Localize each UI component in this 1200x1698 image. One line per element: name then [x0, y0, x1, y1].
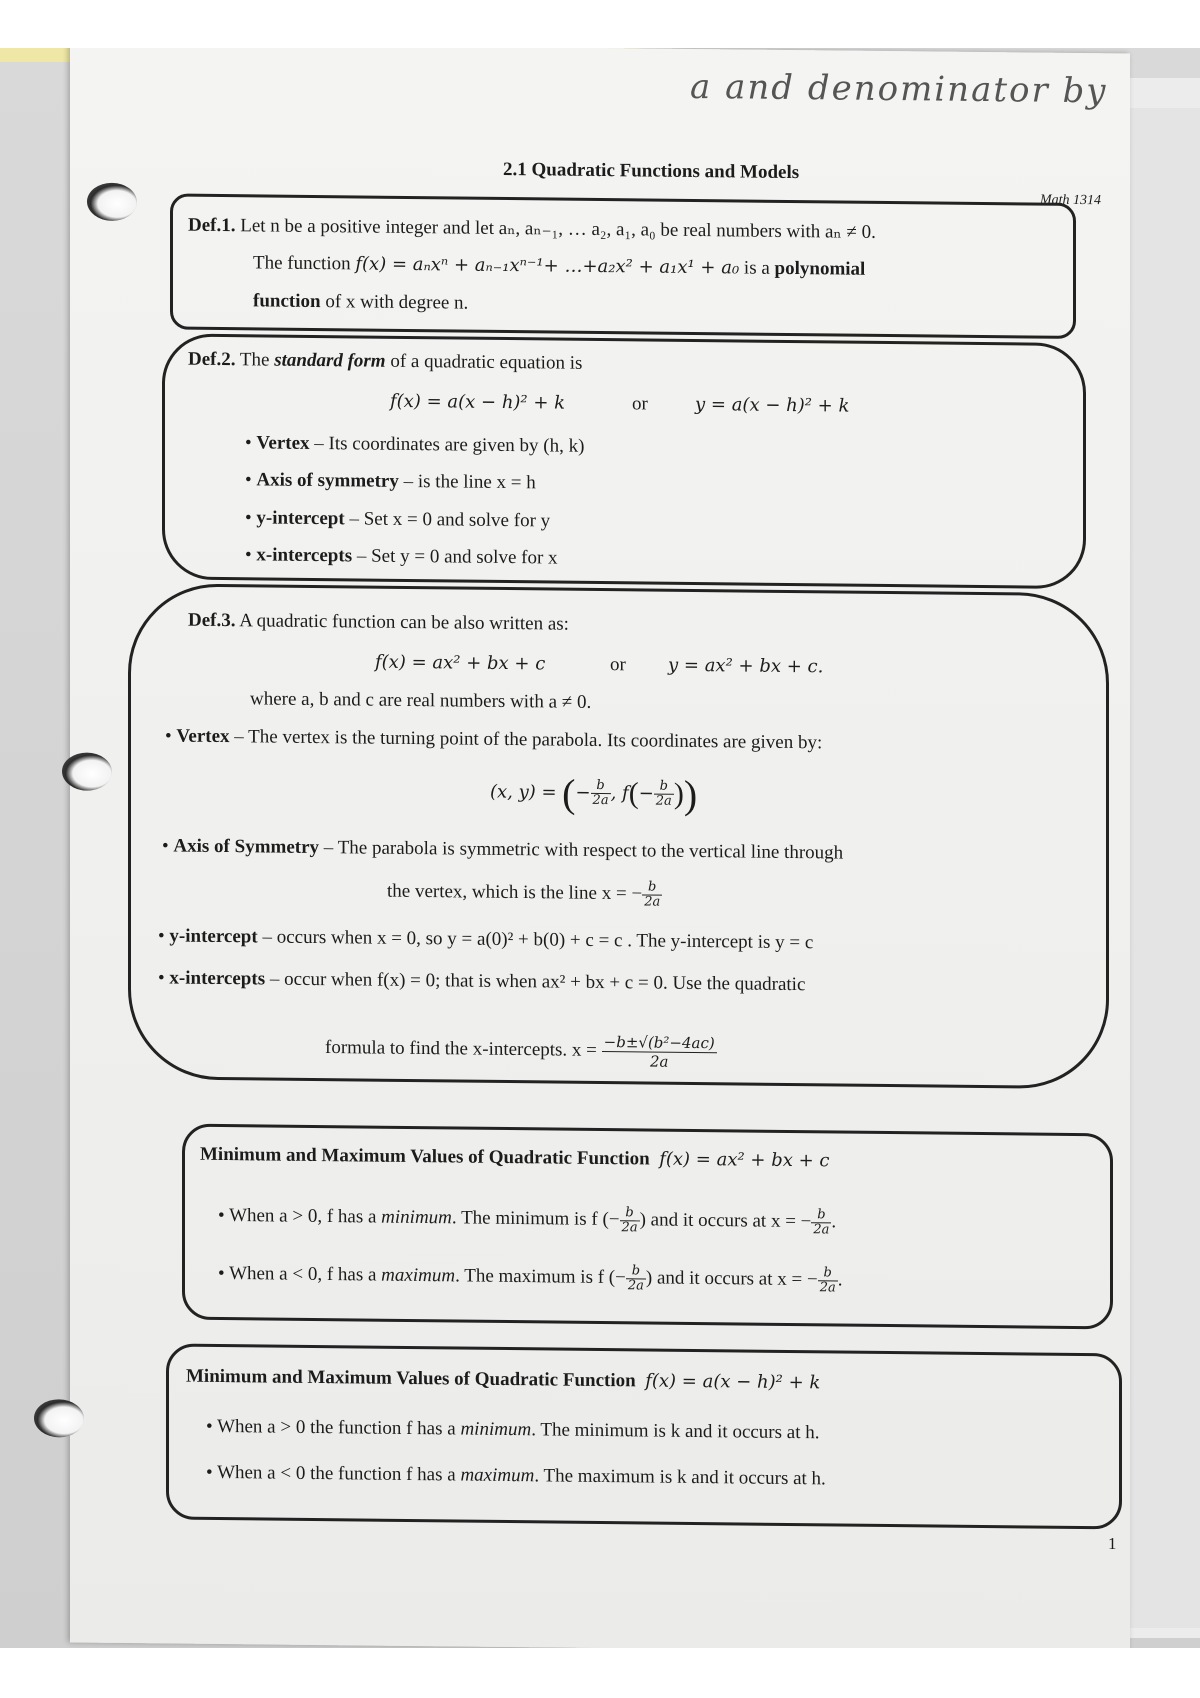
- bullet-term: y-intercept: [256, 507, 345, 530]
- course-label: Math 1314: [1040, 192, 1102, 209]
- definition-text: of a quadratic equation is: [390, 350, 583, 374]
- vertex-formula-lhs: (x, y) =: [490, 781, 557, 804]
- definition-label: Def.2.: [188, 348, 236, 371]
- or-label: or: [632, 393, 648, 415]
- bullet-term: Axis of Symmetry: [173, 835, 320, 859]
- bullet-term: x-intercepts: [256, 544, 353, 567]
- bullet-text: – The parabola is symmetric with respect to the vertical line through: [319, 837, 844, 864]
- bullet-text: – Set y = 0 and solve for x: [352, 545, 558, 569]
- fraction: $\frac{b}{2a}$: [655, 778, 672, 809]
- photo-background: [0, 48, 1200, 1648]
- definition-label: Def.1.: [188, 214, 236, 237]
- section-heading: Minimum and Maximum Values of Quadratic Function: [200, 1143, 650, 1170]
- definition-text: A quadratic function can be also written as:: [239, 610, 569, 635]
- standard-form-formula: f(x) = ax² + bx + c: [375, 651, 546, 675]
- polynomial-formula: f(x) = aₙxⁿ + aₙ₋₁xⁿ⁻¹+ …+a₂x² + a₁x¹ + a₀: [355, 253, 740, 279]
- bullet-term: Vertex: [256, 432, 310, 454]
- quadratic-formula-line: [325, 1030, 717, 1071]
- bullet-term: x-intercepts: [169, 967, 266, 990]
- fraction: $\frac{b}{2a}$: [819, 1265, 836, 1296]
- bullet-text: – Its coordinates are given by (h, k): [309, 432, 585, 457]
- list-item: • Vertex – The vertex is the turning point of the parabola. Its coordinates are given by:: [165, 725, 823, 754]
- definition-2-intro: [188, 349, 582, 375]
- list-item: • y-intercept – Set x = 0 and solve for y: [245, 507, 551, 532]
- list-item: • When a < 0 the function f has a maximum. The maximum is k and it occurs at h.: [206, 1461, 826, 1490]
- vertex-form-formula: f(x) = a(x − h)² + k: [390, 390, 566, 414]
- bullet-text: – is the line x = h: [398, 470, 536, 494]
- bullet-term: Vertex: [176, 725, 230, 748]
- vertex-formula: (x, y) = (− $\frac{b}{2a}$ , f(− $\frac{b}{2a}$ )): [490, 770, 698, 818]
- fraction: $\frac{b}{2a}$: [592, 777, 609, 809]
- definition-1-line3: [253, 290, 468, 314]
- definition-text: of x with degree n.: [325, 291, 469, 314]
- list-item: • x-intercepts – occur when f(x) = 0; that is when ax² + bx + c = 0. Use the quadratic: [158, 967, 806, 996]
- definition-text: The function: [253, 252, 351, 275]
- definition-label: Def.3.: [188, 609, 236, 632]
- definition-term: standard form: [274, 349, 386, 372]
- axis-line: [387, 878, 662, 910]
- list-item: • x-intercepts – Set y = 0 and solve for x: [245, 544, 558, 569]
- definition-text: Let n be a positive integer and let aₙ, aₙ₋₁, … a₂, a₁, a₀ be real numbers with aₙ ≠ 0.: [240, 215, 876, 243]
- section-formula: f(x) = ax² + bx + c: [659, 1148, 830, 1172]
- bullet-text: – occurs when x = 0, so y = a(0)² + b(0) + c = c . The y-intercept is y = c: [257, 926, 814, 954]
- coefficient-condition: where a, b and c are real numbers with a ≠ 0.: [250, 688, 592, 713]
- definition-term: function: [253, 290, 321, 313]
- definition-3-intro: [188, 610, 569, 636]
- fraction: $\frac{b}{2a}$: [627, 1263, 644, 1294]
- bullet-text: – Set x = 0 and solve for y: [344, 508, 551, 532]
- axis-line-text: the vertex, which is the line x = −: [387, 880, 643, 905]
- fraction: $\frac{b}{2a}$: [813, 1207, 830, 1238]
- quadratic-formula-text: formula to find the x-intercepts. x =: [325, 1036, 597, 1061]
- bullet-term: Axis of symmetry: [256, 469, 399, 492]
- definition-term: polynomial: [774, 257, 866, 280]
- fraction: $\frac{b}{2a}$: [644, 879, 661, 910]
- definition-text: is a: [743, 257, 770, 279]
- page-number: 1: [1108, 1534, 1117, 1553]
- list-item: • y-intercept – occurs when x = 0, so y = a(0)² + b(0) + c = c . The y-intercept is y = c: [158, 925, 814, 954]
- definition-text: The: [239, 349, 270, 371]
- handwritten-note: a and denominator by: [690, 66, 1108, 112]
- bullet-text: – The vertex is the turning point of the parabola. Its coordinates are given by:: [229, 726, 823, 754]
- quadratic-formula: $\frac{\text{−b±√(b²−4ac)}}{2a}$: [603, 1033, 715, 1071]
- list-item: • Axis of symmetry – is the line x = h: [245, 469, 536, 494]
- list-item: • When a < 0, f has a maximum. The maximum is f (− $\frac{b}{2a}$ ) and it occurs at x = − $\frac{b}{2a}$ .: [218, 1262, 843, 1296]
- punch-hole: [87, 183, 137, 222]
- list-item: • When a > 0, f has a minimum. The minimum is f (− $\frac{b}{2a}$ ) and it occurs at x = − $\frac{b}{2a}$ .: [218, 1204, 837, 1238]
- section-heading: Minimum and Maximum Values of Quadratic Function: [186, 1365, 636, 1392]
- section-formula: f(x) = a(x − h)² + k: [645, 1370, 821, 1394]
- notes-page: [70, 48, 1130, 1648]
- standard-form-formula: y = ax² + bx + c.: [668, 654, 824, 678]
- vertex-form-formula: y = a(x − h)² + k: [695, 393, 850, 417]
- page-title: 2.1 Quadratic Functions and Models: [503, 158, 800, 184]
- punch-hole: [62, 752, 112, 791]
- or-label: or: [610, 654, 626, 676]
- bullet-text: – occur when f(x) = 0; that is when ax² + bx + c = 0. Use the quadratic: [265, 968, 806, 996]
- fraction: $\frac{b}{2a}$: [621, 1205, 638, 1236]
- bullet-term: y-intercept: [169, 925, 258, 948]
- list-item: • When a > 0 the function f has a minimum. The minimum is k and it occurs at h.: [206, 1415, 820, 1444]
- list-item: • Axis of Symmetry – The parabola is symmetric with respect to the vertical line through: [162, 835, 844, 864]
- punch-hole: [34, 1399, 84, 1438]
- list-item: • Vertex – Its coordinates are given by (h, k): [245, 432, 585, 457]
